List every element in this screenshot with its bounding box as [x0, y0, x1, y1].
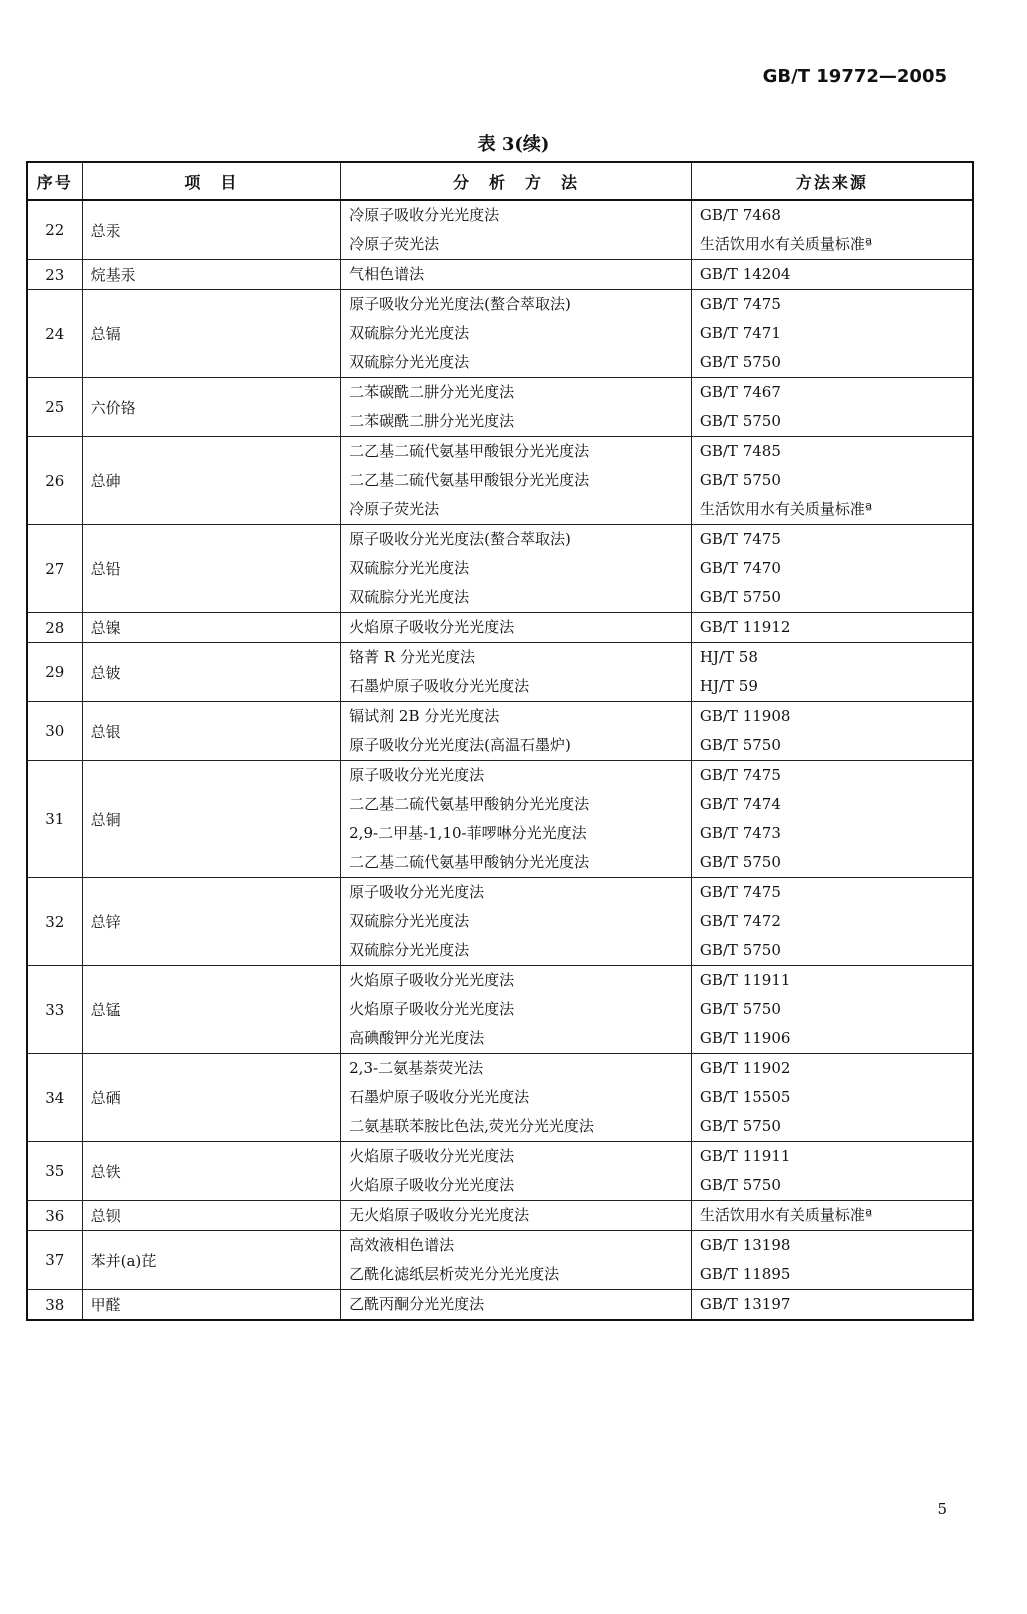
- method-line: 二苯碳酰二肼分光光度法: [349, 383, 515, 401]
- item-cell: 总铅: [82, 525, 341, 613]
- method-line: 二乙基二硫代氨基甲酸钠分光光度法: [349, 853, 590, 871]
- method-cell: [341, 290, 692, 378]
- method-line: 原子吸收分光光度法: [349, 883, 485, 901]
- table-row: [27, 290, 973, 378]
- method-line: 双硫腙分光光度法: [349, 941, 470, 959]
- serial-number-cell: 33: [27, 966, 82, 1054]
- item-cell: 烷基汞: [82, 260, 341, 290]
- source-line: HJ/T 58: [699, 648, 758, 666]
- method-line: 原子吸收分光光度法(螯合萃取法): [349, 530, 571, 548]
- source-line: GB/T 7474: [699, 795, 781, 813]
- method-line: 二氨基联苯胺比色法,荧光分光光度法: [349, 1117, 594, 1135]
- source-cell: [691, 761, 973, 878]
- source-line: GB/T 5750: [699, 1000, 781, 1018]
- page-number: 5: [937, 1500, 947, 1518]
- serial-number-cell: 25: [27, 378, 82, 437]
- serial-number-cell: 22: [27, 200, 82, 260]
- method-line: 双硫腙分光光度法: [349, 353, 470, 371]
- method-line: 原子吸收分光光度法: [349, 766, 485, 784]
- analysis-methods-table: [26, 161, 974, 1321]
- method-line: 原子吸收分光光度法(螯合萃取法): [349, 295, 571, 313]
- table-row: [27, 200, 973, 260]
- source-line: GB/T 7467: [699, 383, 781, 401]
- method-line: 二乙基二硫代氨基甲酸银分光光度法: [349, 442, 590, 460]
- source-line: GB/T 15505: [699, 1088, 791, 1106]
- header-method-source: 方法来源: [691, 162, 973, 200]
- source-cell: [691, 878, 973, 966]
- source-line: GB/T 7475: [699, 530, 781, 548]
- serial-number-cell: 23: [27, 260, 82, 290]
- item-cell: 六价铬: [82, 378, 341, 437]
- table-row: [27, 1201, 973, 1231]
- method-line: 高碘酸钾分光光度法: [349, 1029, 485, 1047]
- method-line: 镉试剂 2B 分光光度法: [349, 707, 500, 725]
- method-cell: [341, 643, 692, 702]
- header-item: 项 目: [82, 162, 341, 200]
- method-cell: [341, 260, 692, 290]
- method-cell: [341, 1290, 692, 1321]
- item-cell: 总锌: [82, 878, 341, 966]
- source-line: GB/T 11912: [699, 618, 791, 636]
- table-row: [27, 613, 973, 643]
- source-line: GB/T 5750: [699, 353, 781, 371]
- item-cell: 总铍: [82, 643, 341, 702]
- source-line: GB/T 5750: [699, 853, 781, 871]
- source-line: GB/T 7472: [699, 912, 781, 930]
- serial-number-cell: 36: [27, 1201, 82, 1231]
- table-header-row: [27, 162, 973, 200]
- method-line: 无火焰原子吸收分光光度法: [349, 1206, 530, 1224]
- method-line: 铬菁 R 分光光度法: [349, 648, 475, 666]
- source-line: GB/T 11906: [699, 1029, 791, 1047]
- method-cell: [341, 761, 692, 878]
- item-cell: 总钡: [82, 1201, 341, 1231]
- table-row: [27, 1231, 973, 1290]
- method-cell: [341, 966, 692, 1054]
- source-cell: [691, 260, 973, 290]
- document-code: GB/T 19772—2005: [762, 66, 947, 87]
- item-cell: 总镍: [82, 613, 341, 643]
- method-line: 双硫腙分光光度法: [349, 324, 470, 342]
- method-line: 双硫腙分光光度法: [349, 559, 470, 577]
- source-cell: [691, 378, 973, 437]
- item-cell: 总硒: [82, 1054, 341, 1142]
- method-line: 二乙基二硫代氨基甲酸钠分光光度法: [349, 795, 590, 813]
- method-line: 冷原子荧光法: [349, 500, 440, 518]
- method-line: 冷原子吸收分光光度法: [349, 206, 500, 224]
- serial-number-cell: 29: [27, 643, 82, 702]
- source-line: GB/T 5750: [699, 471, 781, 489]
- source-cell: [691, 290, 973, 378]
- method-cell: [341, 878, 692, 966]
- method-line: 火焰原子吸收分光光度法: [349, 1147, 515, 1165]
- method-line: 火焰原子吸收分光光度法: [349, 1000, 515, 1018]
- source-line: GB/T 7468: [699, 206, 781, 224]
- source-line: GB/T 13197: [699, 1295, 791, 1313]
- table-row: [27, 378, 973, 437]
- source-line: GB/T 11908: [699, 707, 791, 725]
- source-cell: [691, 1231, 973, 1290]
- method-line: 2,3-二氨基萘荧光法: [349, 1059, 484, 1077]
- source-cell: [691, 437, 973, 525]
- source-line: GB/T 11895: [699, 1265, 791, 1283]
- source-cell: [691, 613, 973, 643]
- source-cell: [691, 702, 973, 761]
- method-line: 乙酰丙酮分光光度法: [349, 1295, 485, 1313]
- method-line: 原子吸收分光光度法(高温石墨炉): [349, 736, 571, 754]
- source-line: GB/T 7475: [699, 295, 781, 313]
- method-cell: [341, 1231, 692, 1290]
- table-row: [27, 761, 973, 878]
- table-title: 表 3(续): [477, 134, 550, 155]
- method-cell: [341, 1201, 692, 1231]
- serial-number-cell: 38: [27, 1290, 82, 1321]
- method-line: 双硫腙分光光度法: [349, 912, 470, 930]
- source-line: GB/T 5750: [699, 1176, 781, 1194]
- serial-number-cell: 28: [27, 613, 82, 643]
- source-line: GB/T 7470: [699, 559, 781, 577]
- serial-number-cell: 32: [27, 878, 82, 966]
- serial-number-cell: 24: [27, 290, 82, 378]
- table-row: [27, 1054, 973, 1142]
- source-cell: [691, 1054, 973, 1142]
- source-cell: [691, 966, 973, 1054]
- method-line: 高效液相色谱法: [349, 1236, 455, 1254]
- item-cell: 总铁: [82, 1142, 341, 1201]
- serial-number-cell: 26: [27, 437, 82, 525]
- serial-number-cell: 35: [27, 1142, 82, 1201]
- source-cell: [691, 643, 973, 702]
- method-cell: [341, 200, 692, 260]
- method-line: 火焰原子吸收分光光度法: [349, 971, 515, 989]
- source-line: GB/T 11911: [699, 1147, 791, 1165]
- source-line: 生活饮用水有关质量标准ª: [699, 500, 873, 518]
- item-cell: 总砷: [82, 437, 341, 525]
- source-line: GB/T 7471: [699, 324, 781, 342]
- item-cell: 总锰: [82, 966, 341, 1054]
- method-line: 火焰原子吸收分光光度法: [349, 618, 515, 636]
- source-line: GB/T 11902: [699, 1059, 791, 1077]
- table-row: [27, 643, 973, 702]
- table-row: [27, 878, 973, 966]
- method-line: 石墨炉原子吸收分光光度法: [349, 677, 530, 695]
- item-cell: 总银: [82, 702, 341, 761]
- source-line: 生活饮用水有关质量标准ª: [699, 1206, 873, 1224]
- method-cell: [341, 525, 692, 613]
- header-analysis-method: 分 析 方 法: [341, 162, 692, 200]
- method-line: 火焰原子吸收分光光度法: [349, 1176, 515, 1194]
- item-cell: 总铜: [82, 761, 341, 878]
- serial-number-cell: 27: [27, 525, 82, 613]
- serial-number-cell: 37: [27, 1231, 82, 1290]
- item-cell: 总汞: [82, 200, 341, 260]
- method-line: 二苯碳酰二肼分光光度法: [349, 412, 515, 430]
- source-line: GB/T 7475: [699, 766, 781, 784]
- source-cell: [691, 1290, 973, 1321]
- method-cell: [341, 613, 692, 643]
- source-cell: [691, 525, 973, 613]
- item-cell: 总镉: [82, 290, 341, 378]
- method-line: 乙酰化滤纸层析荧光分光光度法: [349, 1265, 560, 1283]
- source-line: 生活饮用水有关质量标准ª: [699, 235, 873, 253]
- source-line: GB/T 5750: [699, 736, 781, 754]
- method-line: 气相色谱法: [349, 265, 425, 283]
- source-line: GB/T 7475: [699, 883, 781, 901]
- method-line: 双硫腙分光光度法: [349, 588, 470, 606]
- source-line: GB/T 11911: [699, 971, 791, 989]
- method-line: 二乙基二硫代氨基甲酸银分光光度法: [349, 471, 590, 489]
- table-row: [27, 966, 973, 1054]
- table-body: [27, 200, 973, 1320]
- method-cell: [341, 702, 692, 761]
- table-row: [27, 525, 973, 613]
- table-row: [27, 260, 973, 290]
- method-cell: [341, 1142, 692, 1201]
- source-cell: [691, 200, 973, 260]
- source-line: HJ/T 59: [699, 677, 758, 695]
- table-row: [27, 702, 973, 761]
- source-line: GB/T 5750: [699, 588, 781, 606]
- method-cell: [341, 1054, 692, 1142]
- table-row: [27, 1142, 973, 1201]
- item-cell: 甲醛: [82, 1290, 341, 1321]
- source-line: GB/T 5750: [699, 412, 781, 430]
- method-line: 2,9-二甲基-1,10-菲啰啉分光光度法: [349, 824, 587, 842]
- method-line: 冷原子荧光法: [349, 235, 440, 253]
- item-cell: 苯并(a)芘: [82, 1231, 341, 1290]
- source-line: GB/T 14204: [699, 265, 791, 283]
- source-line: GB/T 13198: [699, 1236, 791, 1254]
- table-row: [27, 1290, 973, 1321]
- serial-number-cell: 30: [27, 702, 82, 761]
- source-cell: [691, 1201, 973, 1231]
- source-cell: [691, 1142, 973, 1201]
- method-line: 石墨炉原子吸收分光光度法: [349, 1088, 530, 1106]
- source-line: GB/T 5750: [699, 941, 781, 959]
- header-serial-no: 序号: [27, 162, 82, 200]
- source-line: GB/T 7473: [699, 824, 781, 842]
- method-cell: [341, 437, 692, 525]
- serial-number-cell: 34: [27, 1054, 82, 1142]
- serial-number-cell: 31: [27, 761, 82, 878]
- method-cell: [341, 378, 692, 437]
- table-row: [27, 437, 973, 525]
- source-line: GB/T 5750: [699, 1117, 781, 1135]
- source-line: GB/T 7485: [699, 442, 781, 460]
